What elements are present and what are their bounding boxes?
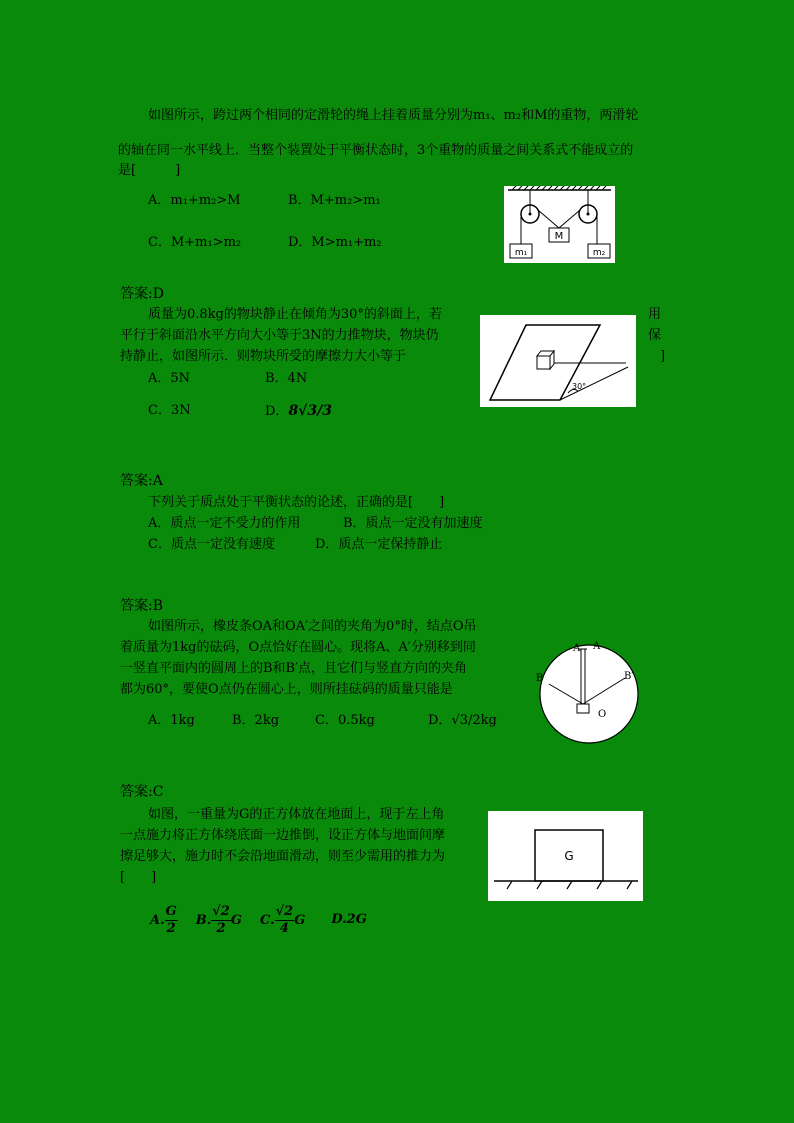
q1-option-b: B．M+m₂>m₁ bbox=[288, 193, 381, 208]
q2-line1: 质量为0.8kg的物块静止在倾角为30°的斜面上，若 bbox=[148, 307, 442, 322]
q5-option-c-num: √2 bbox=[275, 903, 294, 919]
q5-options bbox=[150, 898, 367, 942]
q5-line2: 一点施力将正方体绕底面一边推倒，设正方体与地面间摩 bbox=[120, 828, 446, 843]
q4-option-d-label: D． bbox=[428, 713, 452, 728]
q3-option-c: C．质点一定没有速度 bbox=[148, 537, 275, 552]
q5-option-c-den: 4 bbox=[279, 920, 289, 936]
q5-option-b bbox=[196, 904, 242, 937]
q2-incline-figure bbox=[480, 315, 636, 407]
q1-stem-line3: 是[ ] bbox=[118, 163, 181, 178]
q1-fig-label-m1: m₁ bbox=[514, 248, 528, 258]
q4-option-c: C．0.5kg bbox=[315, 713, 375, 728]
q2-fig-angle: 30° bbox=[572, 382, 587, 391]
q4-option-d-value: √3/2kg bbox=[451, 713, 497, 728]
q5-line4: [ ] bbox=[120, 870, 157, 885]
q2-option-d-label: D． bbox=[265, 404, 289, 419]
q5-option-a-num: G bbox=[165, 903, 177, 919]
answer-1: 答案:D bbox=[120, 286, 164, 302]
q1-stem-line1: 如图所示，跨过两个相同的定滑轮的绳上挂着质量分别为m₁、m₂和M的重物，两滑轮 bbox=[148, 108, 639, 123]
q1-pulley-figure bbox=[504, 186, 615, 263]
q4-option-d bbox=[428, 712, 497, 730]
q1-option-a: A．m₁+m₂>M bbox=[148, 193, 241, 208]
q5-option-a-label: A. bbox=[150, 912, 165, 928]
q5-option-b-den: 2 bbox=[216, 920, 226, 936]
q2-option-a: A．5N bbox=[148, 371, 191, 386]
q5-option-d-label: D. bbox=[331, 912, 347, 927]
q5-option-d bbox=[331, 911, 367, 929]
q1-fig-label-m2: m₂ bbox=[592, 248, 606, 258]
q5-cube-figure bbox=[488, 811, 643, 901]
q3-option-d: D．质点一定保持静止 bbox=[315, 537, 443, 552]
q4-line4: 都为60°，要使O点仍在圆心上，则所挂砝码的质量只能是 bbox=[120, 682, 453, 697]
q1-option-d: D．M>m₁+m₂ bbox=[288, 235, 382, 250]
q1-option-c: C．M+m₁>m₂ bbox=[148, 235, 242, 250]
q4-fig-label-B2: B′ bbox=[624, 671, 634, 682]
q5-option-c-label: C. bbox=[259, 912, 275, 928]
q3-option-a: A．质点一定不受力的作用 bbox=[148, 516, 301, 531]
q5-option-c bbox=[260, 904, 305, 937]
q2-line3: 持静止，如图所示．则物块所受的摩擦力大小等于 bbox=[120, 349, 407, 364]
q2-option-d-value: 8√3/3 bbox=[288, 403, 332, 419]
q2-option-d bbox=[265, 402, 332, 421]
q2-line2: 平行于斜面沿水平方向大小等于3N的力推物块，物块仍 bbox=[120, 328, 439, 343]
q5-line1: 如图，一重量为G的正方体放在地面上，现于左上角 bbox=[148, 807, 445, 822]
q4-option-b: B．2kg bbox=[232, 713, 280, 728]
q4-fig-label-A2: A bbox=[593, 641, 601, 652]
q5-option-d-tail: 2G bbox=[346, 912, 367, 927]
q4-option-a: A．1kg bbox=[148, 713, 195, 728]
q1-fig-label-M: M bbox=[554, 231, 564, 242]
q5-fig-label: G bbox=[564, 849, 574, 863]
q5-option-a-den: 2 bbox=[166, 920, 176, 936]
q3-stem: 下列关于质点处于平衡状态的论述，正确的是[ ] bbox=[148, 495, 445, 510]
q5-option-b-tail: G bbox=[230, 912, 242, 928]
q3-option-b: B．质点一定没有加速度 bbox=[343, 516, 483, 531]
q5-option-c-tail: G bbox=[294, 912, 306, 928]
q4-fig-label-B: B bbox=[536, 673, 544, 684]
q2-option-c: C．3N bbox=[148, 403, 191, 418]
q5-option-b-num: √2 bbox=[212, 903, 230, 919]
q1-stem-line2: 的轴在同一水平线上．当整个装置处于平衡状态时，3个重物的质量之间关系式不能成立的 bbox=[118, 143, 634, 158]
q4-circle-figure bbox=[537, 638, 645, 746]
q4-line1: 如图所示，橡皮条OA和OA′之间的夹角为0°时，结点O吊 bbox=[148, 619, 477, 634]
answer-3: 答案:B bbox=[120, 598, 164, 614]
q5-option-b-label: B. bbox=[195, 912, 212, 928]
q2-line2-tail: 保 bbox=[648, 328, 662, 343]
q4-fig-label-O: O bbox=[598, 709, 607, 720]
q4-line3: 一竖直平面内的圆周上的B和B′点，且它们与竖直方向的夹角 bbox=[120, 661, 468, 676]
q4-line2: 着质量为1kg的砝码，O点恰好在圆心。现将A、A′分别移到同 bbox=[120, 640, 476, 655]
q4-fig-label-A: A bbox=[573, 643, 581, 654]
q5-line3: 擦足够大，施力时不会沿地面滑动，则至少需用的推力为 bbox=[120, 849, 446, 864]
q2-option-b: B．4N bbox=[265, 371, 308, 386]
q5-option-a bbox=[150, 904, 178, 937]
q2-line1-tail: 用 bbox=[648, 307, 662, 322]
q2-line3-tail: ] bbox=[660, 349, 666, 364]
answer-2: 答案:A bbox=[120, 473, 163, 489]
answer-4: 答案:C bbox=[120, 784, 164, 800]
